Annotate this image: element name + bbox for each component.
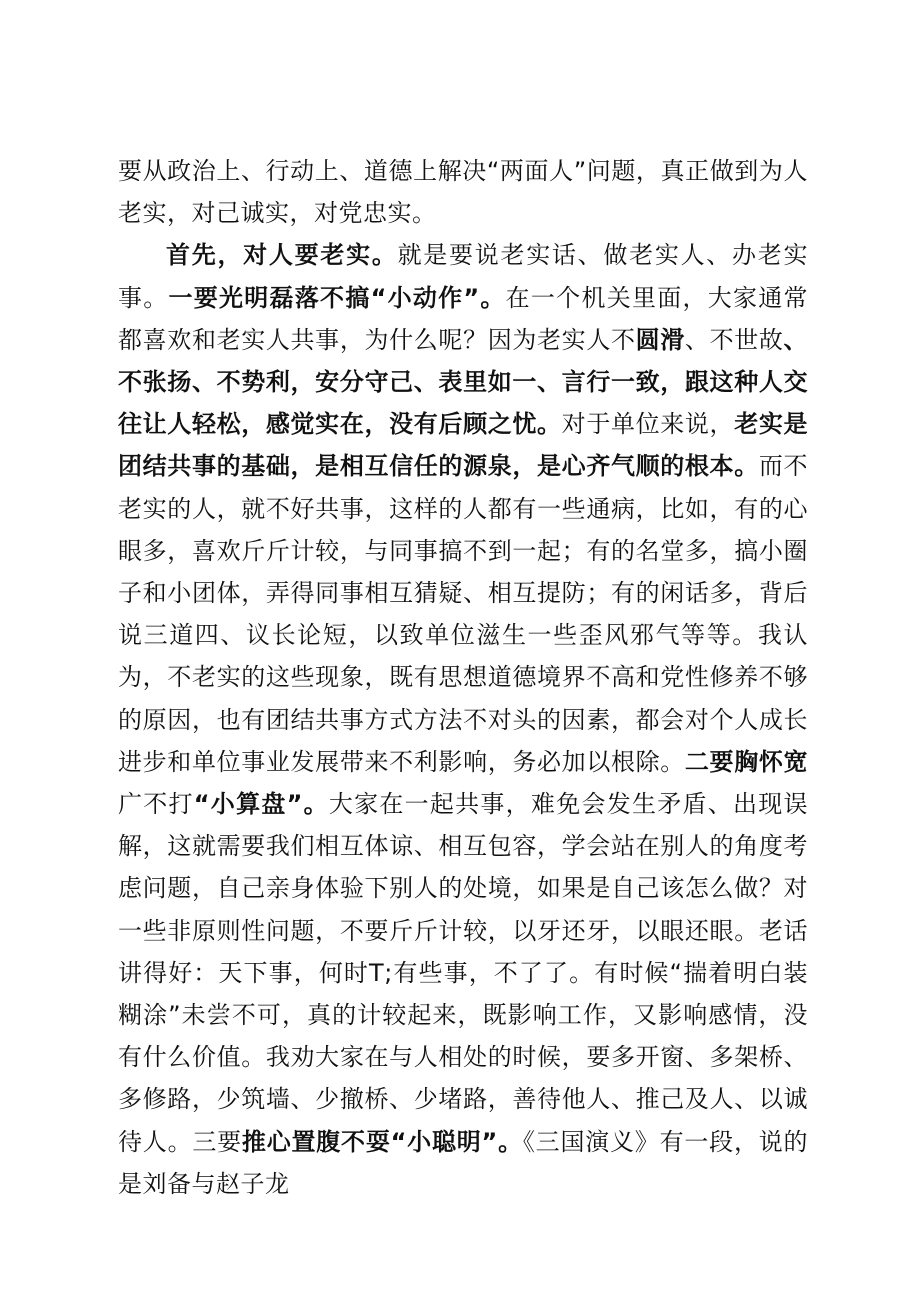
- text-segment: 对于单位来说，: [561, 410, 735, 439]
- text-segment: 在一个机关里面，大家通常都喜欢和老实人共事，为什么呢？因为老实人不: [118, 283, 809, 354]
- text-segment: 广不打: [118, 790, 194, 819]
- text-segment: 就是要说老实话、做老实人、办老实事。: [118, 241, 808, 312]
- text-segment-bold: 老实是团结共事的基础，是相互信任的源泉，是心齐气顺的根本。: [118, 410, 809, 481]
- text-segment-bold: 圆滑: [635, 325, 685, 354]
- text-segment-bold: 二要胸怀宽: [684, 747, 808, 776]
- text-segment-bold: 、不张扬、不势利，安分守己、表里如一、言行一致，跟这种人交往让人轻松，感觉实在，没有后顾之忧。: [118, 325, 809, 439]
- text-segment: 《三国演义》有一段，说的是刘备与赵子龙: [118, 1127, 809, 1198]
- text-segment-bold: “小算盘”。: [193, 790, 329, 819]
- paragraph-1: [118, 150, 808, 234]
- text-segment: 而不老实的人，就不好共事，这样的人都有一些通病，比如，有的心眼多，喜欢斤斤计较，与同事搞不到一起；有的名堂多，搞小圈子和小团体，弄得同事相互猜疑、相互提防；有的闲话多，背后说三道四、议长论短，以致单位滋生一些歪风邪气等等。我认为，不老实的这些现象，既有思想道德境界不高和党性修养不够的原因，也有团结共事方式方法不对头的因素，都会对个人成长进步和单位事业发展带来不利影响，务必加以根除。: [118, 452, 809, 776]
- text-segment-bold: 推心置腹不耍“小聪明”。: [241, 1127, 523, 1156]
- text-segment: 大家在一起共事，难免会发生矛盾、出现误解，这就需要我们相互体谅、相互包容，学会站在别人的角度考虑问题，自己亲身体验下别人的处境，如果是自己该怎么做？对一些非原则性问题，不要斤斤计较，以牙还牙，以眼还眼。老话讲得好：天下事，何时T;有些事，不了了。有时候“揣着明白装糊涂”未尝不可，真的计较起来，既影响工作，又影响感情，没有什么价值。我劝大家在与人相处的时候，要多开窗、多架桥、多修路，少筑墙、少撤桥、少堵路，善待他人、推己及人、以诚待人。三要: [118, 790, 809, 1156]
- text-segment-bold: 一要光明磊落不搞“小动作”。: [168, 283, 506, 312]
- text-segment: 要从政治上、行动上、道德上解决“两面人”问题，真正做到为人老实，对己诚实，对党忠实。: [118, 157, 808, 228]
- paragraph-2: [118, 234, 808, 1205]
- text-segment: 、不世故: [684, 325, 784, 354]
- text-segment-bold: 首先，对人要老实。: [166, 241, 398, 270]
- body-text: [118, 150, 808, 1205]
